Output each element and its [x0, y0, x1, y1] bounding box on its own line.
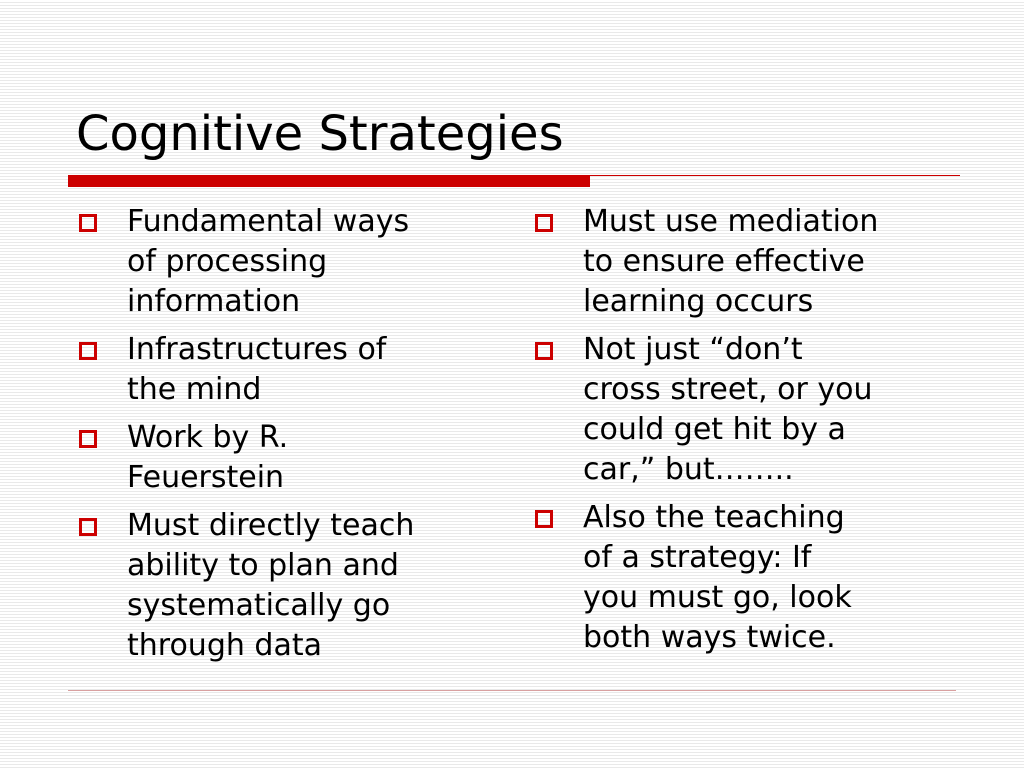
- hollow-square-bullet-icon: [535, 342, 553, 360]
- bullet-item: [76, 330, 496, 410]
- title-underline-thin: [590, 175, 960, 176]
- bullet-line: Infrastructures of: [127, 332, 387, 367]
- bullet-line: both ways twice.: [583, 620, 836, 655]
- bullet-line: you must go, look: [583, 580, 852, 615]
- bullet-item: [76, 418, 496, 498]
- bullet-item: [76, 506, 496, 666]
- bullet-item: [532, 498, 972, 658]
- bullet-line: cross street, or you: [583, 372, 873, 407]
- bullet-line: of a strategy: If: [583, 540, 812, 575]
- bullet-line: Fundamental ways: [127, 204, 410, 239]
- hollow-square-bullet-icon: [79, 430, 97, 448]
- right-bullet-list: [532, 202, 972, 666]
- bullet-item: [76, 202, 496, 322]
- bullet-line: through data: [127, 628, 322, 663]
- bullet-line: Must use mediation: [583, 204, 879, 239]
- bullet-item: [532, 202, 972, 322]
- bullet-line: to ensure effective: [583, 244, 865, 279]
- bullet-line: Must directly teach: [127, 508, 415, 543]
- left-bullet-list: [76, 202, 496, 674]
- bullet-line: Also the teaching: [583, 500, 845, 535]
- bullet-line: ability to plan and: [127, 548, 399, 583]
- bullet-line: car,” but……..: [583, 452, 794, 487]
- bullet-line: systematically go: [127, 588, 391, 623]
- hollow-square-bullet-icon: [535, 214, 553, 232]
- hollow-square-bullet-icon: [79, 214, 97, 232]
- bullet-line: Work by R.: [127, 420, 289, 455]
- title-underline-thick: [68, 175, 590, 187]
- bullet-line: of processing: [127, 244, 328, 279]
- bullet-line: information: [127, 284, 301, 319]
- slide-title: Cognitive Strategies: [76, 106, 564, 162]
- hollow-square-bullet-icon: [79, 518, 97, 536]
- bullet-line: Feuerstein: [127, 460, 285, 495]
- bullet-line: could get hit by a: [583, 412, 846, 447]
- bullet-item: [532, 330, 972, 490]
- bullet-line: Not just “don’t: [583, 332, 803, 367]
- hollow-square-bullet-icon: [79, 342, 97, 360]
- bullet-line: the mind: [127, 372, 262, 407]
- bullet-line: learning occurs: [583, 284, 814, 319]
- footer-divider: [68, 690, 956, 691]
- hollow-square-bullet-icon: [535, 510, 553, 528]
